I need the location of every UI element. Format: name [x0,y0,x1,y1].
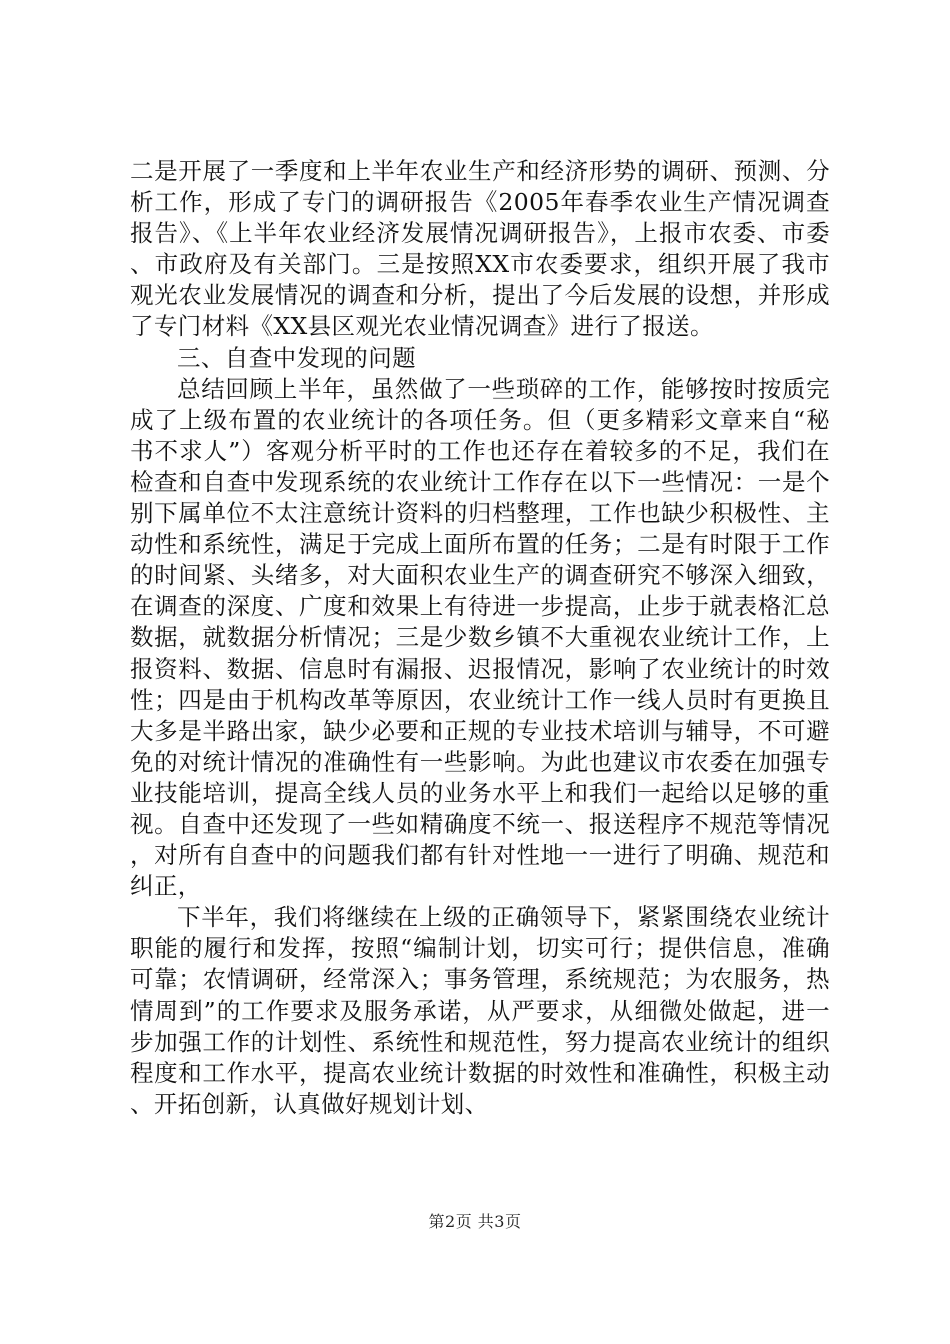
paragraph-second-half-plan: 下半年，我们将继续在上级的正确领导下，紧紧围绕农业统计职能的履行和发挥，按照“编制计划，切实可行；提供信息，准确可靠；农情调研，经常深入；事务管理，系统规范；为农服务，热情周到”的工作要求及服务承诺，从严要求，从细微处做起，进一步加强工作的计划性、系统性和规范性，努力提高农业统计的组织程度和工作水平，提高农业统计数据的时效性和准确性，积极主动、开拓创新，认真做好规划计划、 [130,903,830,1118]
section-heading-self-check-issues: 三、自查中发现的问题 [177,343,416,372]
document-body [130,156,830,1120]
page-number-footer: 第2页 共3页 [428,1212,522,1231]
paragraph-work-summary: 二是开展了一季度和上半年农业生产和经济形势的调研、预测、分析工作，形成了专门的调研报告《2005年春季农业生产情况调查报告》、《上半年农业经济发展情况调研报告》，上报市农委、市委、市政府及有关部门。三是按照XX市农委要求，组织开展了我市观光农业发展情况的调查和分析，提出了今后发展的设想，并形成了专门材料《XX县区观光农业情况调查》进行了报送。 [130,157,830,341]
paragraph-issues-found: 总结回顾上半年，虽然做了一些琐碎的工作，能够按时按质完成了上级布置的农业统计的各项任务。但（更多精彩文章来自“秘书不求人”）客观分析平时的工作也还存在着较多的不足，我们在检查和自查中发现系统的农业统计工作存在以下一些情况：一是个别下属单位不太注意统计资料的归档整理，工作也缺少积极性、主动性和系统性，满足于完成上面所布置的任务；二是有时限于工作的时间紧、头绪多，对大面积农业生产的调查研究不够深入细致，在调查的深度、广度和效果上有待进一步提高，止步于就表格汇总数据，就数据分析情况；三是少数乡镇不大重视农业统计工作，上报资料、数据、信息时有漏报、迟报情况，影响了农业统计的时效性；四是由于机构改革等原因，农业统计工作一线人员时有更换且大多是半路出家，缺少必要和正规的专业技术培训与辅导，不可避免的对统计情况的准确性有一些影响。为此也建议市农委在加强专业技能培训，提高全线人员的业务水平上和我们一起给以足够的重视。自查中还发现了一些如精确度不统一、报送程序不规范等情况，对所有自查中的问题我们都有针对性地一一进行了明确、规范和纠正， [130,374,830,901]
